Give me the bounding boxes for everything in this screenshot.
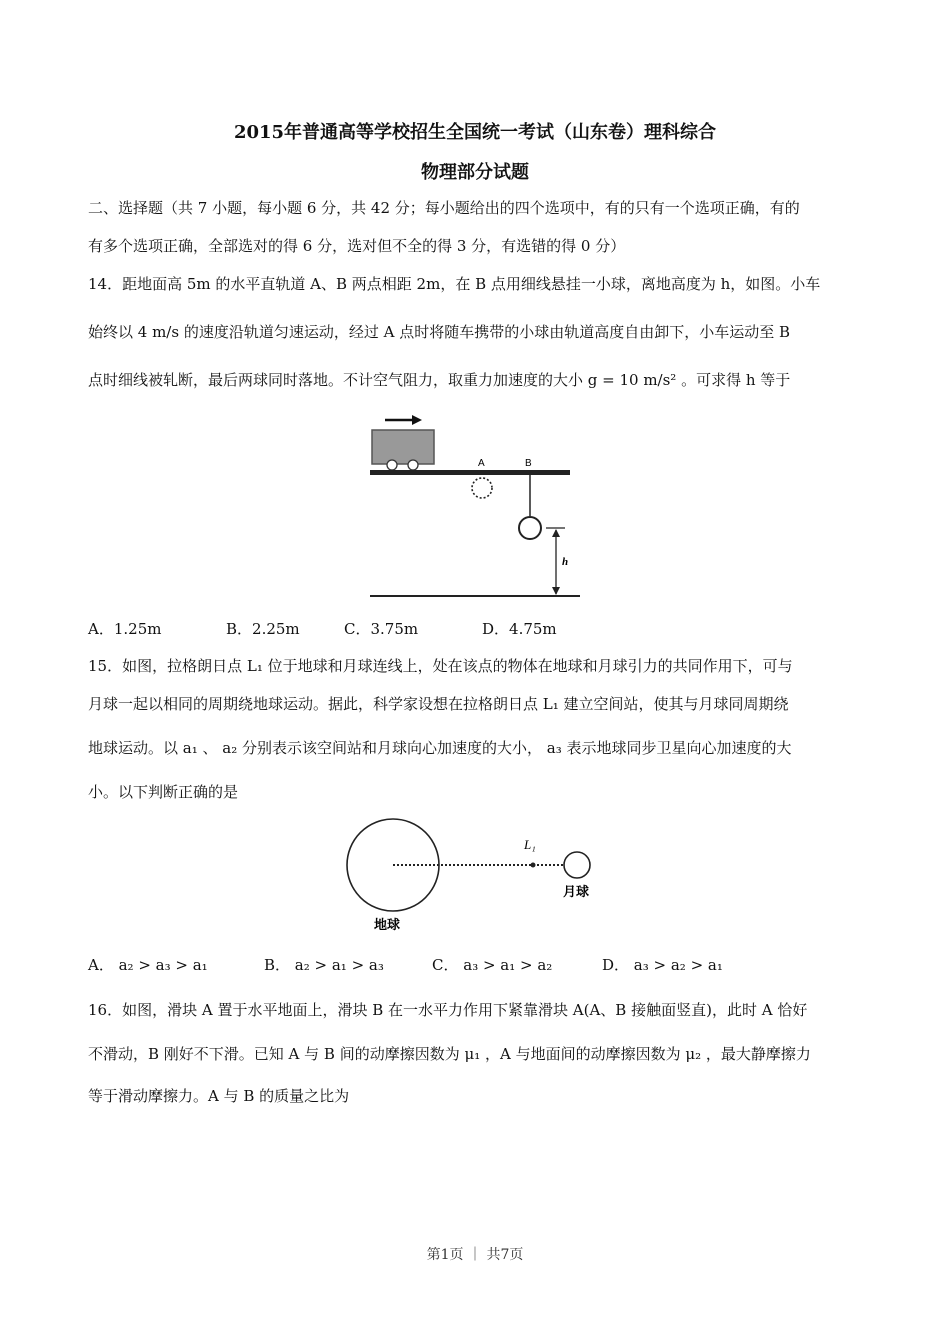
q15-line-2: 月球一起以相同的周期绕地球运动。据此，科学家设想在拉格朗日点 L₁ 建立空间站，使其与月球同周期绕	[88, 695, 789, 713]
q16-line-2: 不滑动，B 刚好不下滑。已知 A 与 B 间的动摩擦因数为 μ₁ ，A 与地面间的动摩擦因数为 μ₂ ，最大静摩擦力	[88, 1045, 811, 1063]
cart	[372, 430, 434, 464]
q15-figure	[340, 812, 610, 937]
label-moon: 月球	[563, 885, 590, 900]
q15-line-3: 地球运动。以 a₁ 、 a₂ 分别表示该空间站和月球向心加速度的大小， a₃ 表示地球同步卫星向心加速度的大	[88, 739, 792, 757]
dimension-arrow-down	[552, 587, 560, 595]
falling-ball-dashed	[472, 478, 492, 498]
q14-option-c: C．3.75m	[344, 620, 419, 638]
page-footer: 第1页 ｜ 共7页	[426, 1247, 524, 1263]
label-earth: 地球	[374, 918, 401, 933]
q15-line-4: 小。以下判断正确的是	[88, 783, 239, 801]
q15-option-b: B． a₂ > a₁ > a₃	[264, 956, 384, 974]
q14-line-1: 14．距地面高 5m 的水平直轨道 A、B 两点相距 2m，在 B 点用细线悬挂一小球，离地高度为 h，如图。小车	[88, 275, 821, 293]
q14-line-3: 点时细线被轧断，最后两球同时落地。不计空气阻力，取重力加速度的大小 g = 10 m/s² 。可求得 h 等于	[88, 371, 791, 389]
dimension-arrow-up	[552, 529, 560, 537]
q15-option-a: A． a₂ > a₃ > a₁	[88, 956, 208, 974]
hanging-ball	[519, 517, 541, 539]
q14-figure	[350, 410, 590, 605]
label-b: B	[525, 458, 532, 469]
q15-line-1: 15．如图，拉格朗日点 L₁ 位于地球和月球连线上，处在该点的物体在地球和月球引力的共同作用下，可与	[88, 657, 793, 675]
label-h: h	[562, 556, 569, 568]
q15-option-c: C． a₃ > a₁ > a₂	[432, 956, 553, 974]
label-a: A	[478, 458, 485, 469]
q14-line-2: 始终以 4 m/s 的速度沿轨道匀速运动，经过 A 点时将随车携带的小球由轨道高度自由卸下，小车运动至 B	[88, 323, 790, 341]
q14-option-d: D．4.75m	[482, 620, 557, 638]
cart-wheel	[408, 460, 418, 470]
page-subtitle: 物理部分试题	[421, 162, 529, 183]
q15-option-d: D． a₃ > a₂ > a₁	[602, 956, 723, 974]
q15-options	[88, 954, 723, 975]
q16-line-3: 等于滑动摩擦力。A 与 B 的质量之比为	[88, 1087, 350, 1105]
page-title: 2015年普通高等学校招生全国统一考试（山东卷）理科综合	[233, 122, 717, 143]
q14-option-a: A．1.25m	[88, 620, 162, 638]
q14-options	[88, 618, 557, 639]
lagrange-point	[531, 863, 536, 868]
section-intro-line-2: 有多个选项正确，全部选对的得 6 分，选对但不全的得 3 分，有选错的得 0 分）	[88, 237, 626, 255]
section-intro-line-1: 二、选择题（共 7 小题，每小题 6 分，共 42 分；每小题给出的四个选项中，有的只有一个选项正确，有的	[88, 199, 800, 217]
moon	[564, 852, 590, 878]
q14-option-b: B．2.25m	[226, 620, 300, 638]
label-l1: L₁	[524, 837, 536, 852]
track	[370, 470, 570, 475]
cart-wheel	[387, 460, 397, 470]
q16-line-1: 16．如图，滑块 A 置于水平地面上，滑块 B 在一水平力作用下紧靠滑块 A(A、B 接触面竖直)，此时 A 恰好	[88, 1001, 808, 1019]
velocity-arrowhead	[412, 415, 422, 425]
